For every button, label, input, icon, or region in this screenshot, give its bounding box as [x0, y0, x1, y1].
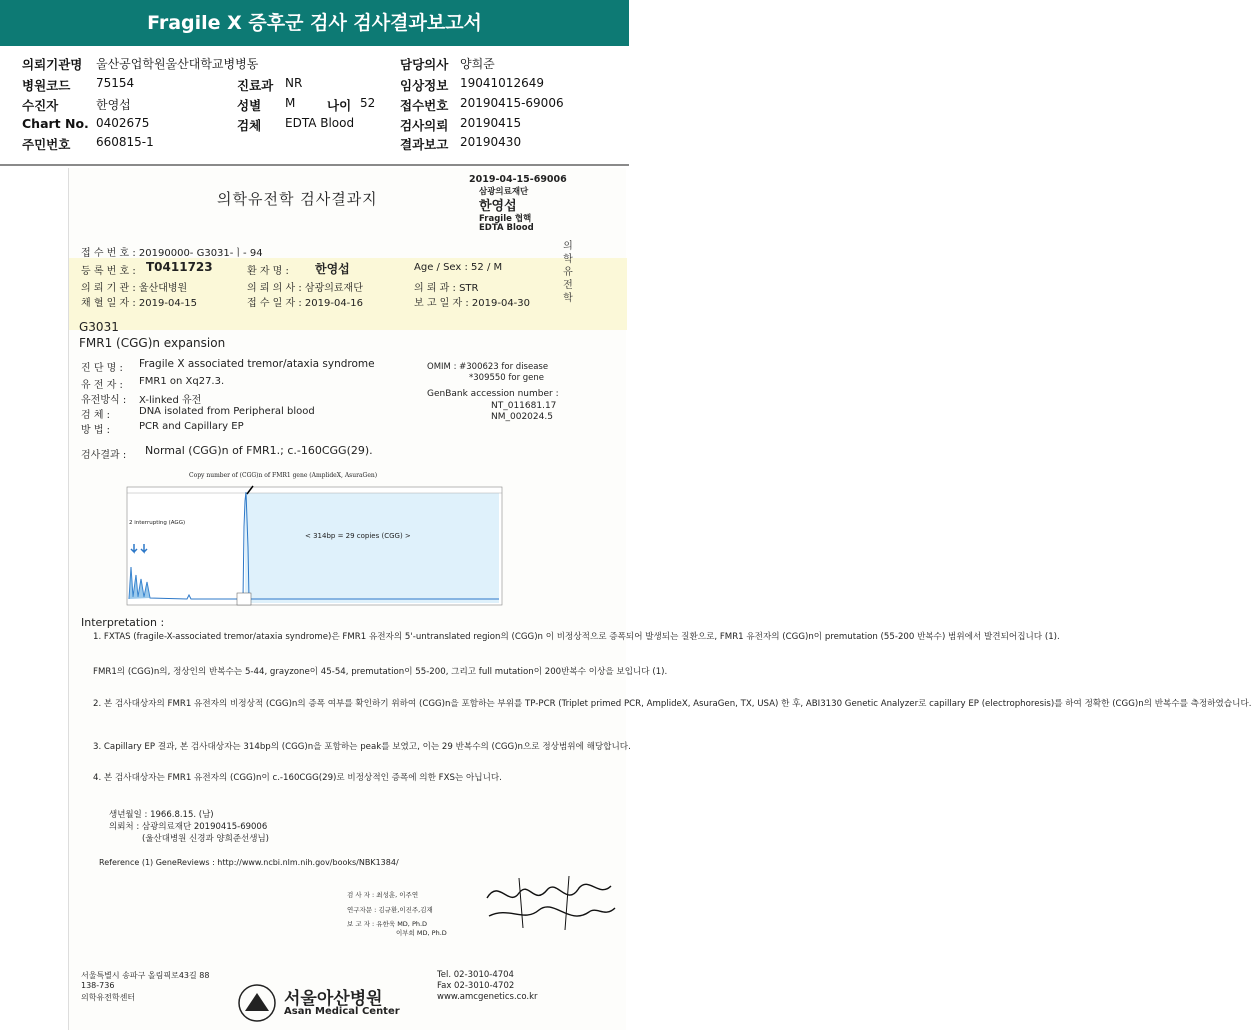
- peak-box: [237, 593, 251, 605]
- spec-value: DNA isolated from Peripheral blood: [139, 406, 315, 417]
- interp-1b: FMR1의 (CGG)n의, 정상인의 반복수는 5-44, grayzone이 45-54, premutation이 55-200, 그리고 full mutation이 200반복수 이상을 보입니다 (1).: [93, 667, 668, 677]
- patient-value: 한영섭: [315, 262, 350, 276]
- reg-label: 등 록 번 호 :: [81, 266, 136, 277]
- header-specimen: EDTA Blood: [479, 223, 534, 233]
- info-label: 결과보고: [400, 137, 449, 152]
- info-label: 병원코드: [22, 78, 71, 93]
- omim-gene: *309550 for gene: [469, 373, 545, 383]
- info-value: 20190415: [460, 116, 522, 130]
- info-value: 52: [360, 96, 376, 110]
- info-label: 진료과: [237, 78, 274, 93]
- result-value: Normal (CGG)n of FMR1.; c.-160CGG(29).: [145, 444, 373, 457]
- info-label: 나이: [327, 98, 352, 113]
- interp-2: 2. 본 검사대상자의 FMR1 유전자의 비정상적 (CGG)n의 증폭 여부를 확인하기 위하여 (CGG)n을 포함하는 부위를 TP-PCR (Triplet primed PCR, AmplideX, AsuraGen, TX, USA) 한 후, ABI3130 Genetic Analyzer로 capillary EP (electrophoresis)를 하여 정확한 (CGG)n의 반복수를 측정하였습니다.: [93, 699, 1252, 709]
- report-date: 보 고 일 자 : 2019-04-30: [414, 298, 531, 309]
- reference: Reference (1) GeneReviews : http://www.ncbi.nlm.nih.gov/books/NBK1384/: [99, 858, 399, 867]
- hospital-name-en: Asan Medical Center: [284, 1006, 400, 1017]
- info-value: 양희준: [460, 57, 495, 71]
- info-value: 660815-1: [96, 135, 154, 149]
- info-value: 20190430: [460, 135, 522, 149]
- divider: [0, 164, 629, 166]
- reg-value: T0411723: [146, 260, 213, 274]
- address-2: 138-736: [81, 981, 115, 990]
- website: www.amcgenetics.co.kr: [437, 992, 538, 1002]
- spec-label: 검 체 :: [81, 410, 111, 421]
- report-title: Fragile X 증후군 검사 검사결과보고서: [147, 12, 482, 34]
- chart-shade: [245, 493, 499, 603]
- info-label: 의뢰기관명: [22, 57, 83, 72]
- patient-label: 환 자 명 :: [247, 266, 289, 277]
- info-label: 임상정보: [400, 78, 449, 93]
- side-stamp: 의 학 유 전 학: [563, 241, 573, 304]
- info-label: 주민번호: [22, 137, 71, 152]
- interp-1: 1. FXTAS (fragile-X-associated tremor/ataxia syndrome)은 FMR1 유전자의 5'-untranslated region의 (CGG)n 이 비정상적으로 증폭되어 발생되는 질환으로, FMR1 유전자의 (CGG)n이 premutation (55-200 반복수) 범위에서 발견되어집니다 (1).: [93, 632, 1060, 642]
- chart-note: 2 interrupting (AGG): [129, 520, 186, 526]
- dx-label: 진 단 명 :: [81, 363, 123, 374]
- info-label: 수진자: [22, 98, 59, 113]
- address-1: 서울특별시 송파구 올림픽로43길 88: [81, 971, 210, 980]
- gene-label: 유 전 자 :: [81, 380, 123, 391]
- electropherogram: [127, 482, 502, 612]
- interp-4: 4. 본 검사대상자는 FMR1 유전자의 (CGG)n이 c.-160CGG(29)로 비정상적인 증폭에 의한 FXS는 아닙니다.: [93, 773, 502, 783]
- header-org: 삼광의료재단: [479, 187, 529, 197]
- gene-title: FMR1 (CGG)n expansion: [79, 336, 226, 350]
- signer-2: 연구자문 : 김규환,이진주,김재: [347, 906, 433, 914]
- signer-4: 이부희 MD, Ph.D: [396, 929, 447, 937]
- address-3: 의학유전학센터: [81, 993, 136, 1002]
- requester: 의뢰처 : 삼광의료재단 20190415-69006: [109, 822, 268, 832]
- institution: 의 뢰 기 관 : 울산대병원: [81, 283, 188, 294]
- info-value: EDTA Blood: [285, 116, 355, 130]
- info-label: 검체: [237, 118, 262, 133]
- gene-value: FMR1 on Xq27.3.: [139, 376, 225, 387]
- receive-date: 접 수 일 자 : 2019-04-16: [247, 298, 364, 309]
- foundation: 의 뢰 의 사 : 삼광의료재단: [247, 283, 363, 294]
- info-label: 검사의뢰: [400, 118, 449, 133]
- signer-3: 보 고 자 : 유한욱 MD, Ph.D: [347, 920, 428, 928]
- tel: Tel. 02-3010-4704: [437, 970, 514, 980]
- info-label: 담당의사: [400, 57, 449, 72]
- collect-date: 채 혈 일 자 : 2019-04-15: [81, 298, 198, 309]
- info-value: NR: [285, 76, 303, 90]
- info-value: 한영섭: [96, 98, 131, 112]
- info-label: 성별: [237, 98, 262, 113]
- result-label: 검사결과 :: [81, 450, 127, 461]
- inh-label: 유전방식 :: [81, 395, 127, 406]
- header-name: 한영섭: [479, 199, 517, 214]
- dx-value: Fragile X associated tremor/ataxia syndrome: [139, 358, 375, 370]
- header-test: Fragile 협핵: [479, 214, 532, 224]
- info-value: 19041012649: [460, 76, 544, 90]
- signer-1: 검 사 자 : 최성훈, 이주연: [347, 891, 419, 899]
- info-value: 75154: [96, 76, 135, 90]
- birth-date: 생년월일 : 1966.8.15. (남): [109, 810, 214, 820]
- info-label: Chart No.: [22, 116, 89, 131]
- info-value: 0402675: [96, 116, 150, 130]
- header-id: 2019-04-15-69006: [469, 174, 567, 185]
- genbank-nt: NT_011681.17: [491, 401, 557, 411]
- report-banner: [0, 0, 629, 46]
- omim-disease: OMIM : #300623 for disease: [427, 362, 549, 372]
- info-value: 울산공업학원울산대학교병병동: [96, 57, 259, 71]
- test-code: G3031: [79, 320, 119, 334]
- scanned-report: [68, 168, 1252, 1030]
- inh-value: X-linked 유전: [139, 395, 202, 406]
- signature-icon: [479, 868, 619, 938]
- interp-title: Interpretation :: [81, 616, 165, 629]
- genbank-label: GenBank accession number :: [427, 389, 559, 399]
- requester-detail: (울산대병원 신경과 양희준선생님): [142, 834, 269, 844]
- fax: Fax 02-3010-4702: [437, 981, 515, 991]
- receipt-number: 접 수 번 호 : 20190000- G3031-ㅣ- 94: [81, 248, 263, 259]
- age-sex: Age / Sex : 52 / M: [414, 262, 503, 273]
- info-value: M: [285, 96, 296, 110]
- chart-label: < 314bp = 29 copies (CGG) >: [305, 532, 411, 540]
- info-value: 20190415-69006: [460, 96, 564, 110]
- department: 의 뢰 과 : STR: [414, 283, 479, 294]
- method-value: PCR and Capillary EP: [139, 421, 244, 432]
- chart-title: Copy number of (CGG)n of FMR1 gene (AmplideX, AsuraGen): [189, 472, 378, 479]
- hospital-name-ko: 서울아산병원: [284, 989, 383, 1009]
- genbank-nm: NM_002024.5: [491, 412, 553, 422]
- interp-3: 3. Capillary EP 결과, 본 검사대상자는 314bp의 (CGG)n을 포함하는 peak를 보였고, 이는 29 반복수의 (CGG)n으로 정상범위에 해당합니다.: [93, 742, 631, 752]
- patient-info-panel: [0, 50, 629, 158]
- method-label: 방 법 :: [81, 425, 111, 436]
- report-heading: 의학유전학 검사결과지: [217, 190, 378, 208]
- asan-logo-icon: [237, 983, 277, 1023]
- info-label: 접수번호: [400, 98, 449, 113]
